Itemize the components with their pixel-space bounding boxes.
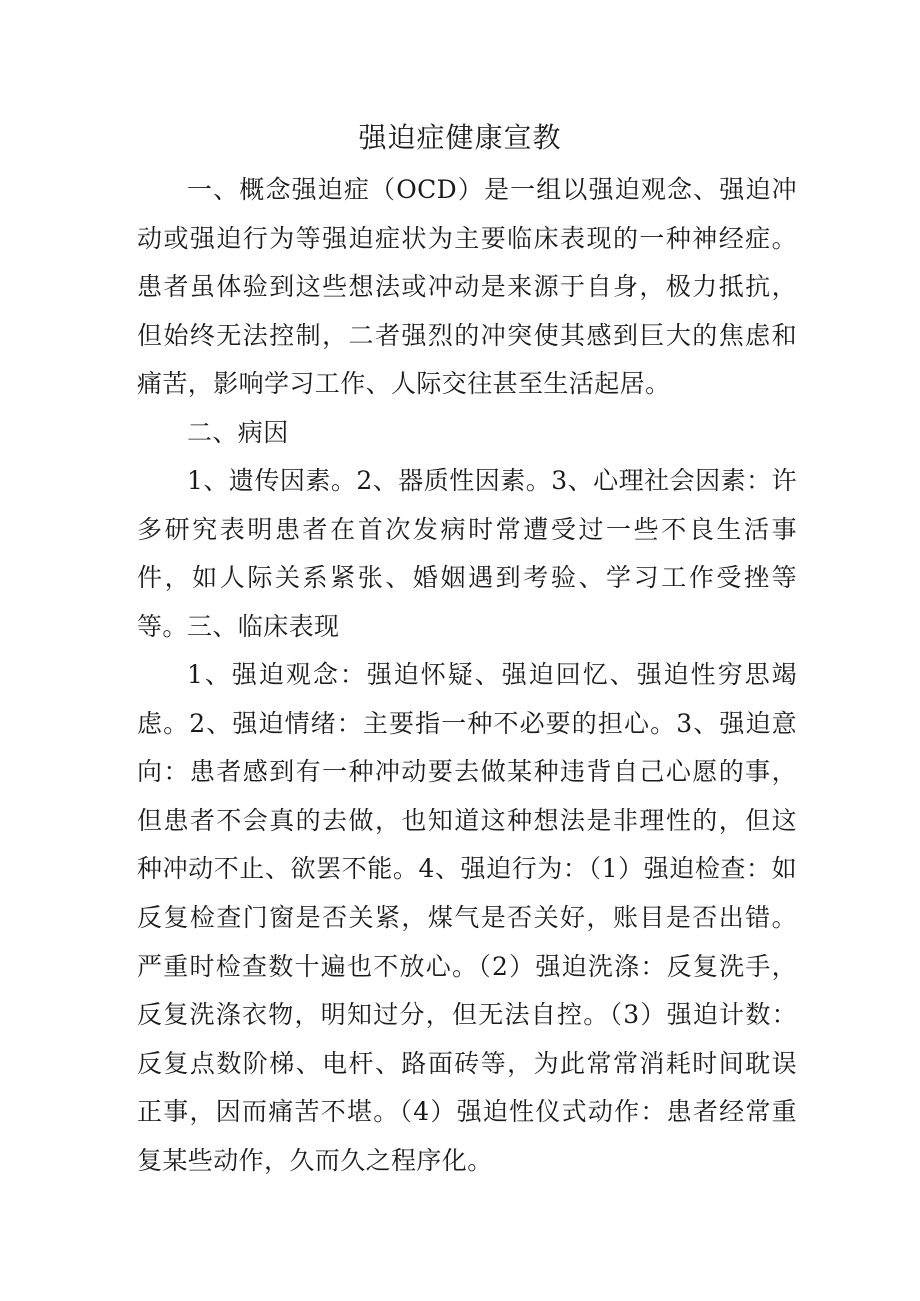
paragraph-clinical: 1、强迫观念：强迫怀疑、强迫回忆、强迫性穷思竭虑。2、强迫情绪：主要指一种不必要的担心。3、强迫意向：患者感到有一种冲动要去做某种违背自己心愿的事，但患者不会真的去做，也知道这种想法是非理性的，但这种冲动不止、欲罢不能。4、强迫行为：（1）强迫检查：如反复检查门窗是否关紧，煤气是否关好，账目是否出错。严重时检查数十遍也不放心。（2）强迫洗涤：反复洗手，反复洗涤衣物，明知过分，但无法自控。（3）强迫计数：反复点数阶梯、电杆、路面砖等，为此常常消耗时间耽误正事，因而痛苦不堪。（4）强迫性仪式动作：患者经常重复某些动作，久而久之程序化。 [137, 660, 797, 1175]
paragraph-cause: 1、遗传因素。2、器质性因素。3、心理社会因素：许多研究表明患者在首次发病时常遭受过一些不良生活事件，如人际关系紧张、婚姻遇到考验、学习工作受挫等等。 [137, 466, 797, 641]
section-heading-clinical: 三、临床表现 [187, 612, 340, 641]
section-heading-cause: 二、病因 [187, 418, 289, 447]
document-title: 强迫症健康宣教 [358, 121, 562, 154]
paragraph-concept: 一、概念强迫症（OCD）是一组以强迫观念、强迫冲动或强迫行为等强迫症状为主要临床表现的一种神经症。患者虽体验到这些想法或冲动是来源于自身，极力抵抗，但始终无法控制，二者强烈的冲突使其感到巨大的焦虑和痛苦，影响学习工作、人际交往甚至生活起居。 [137, 175, 797, 399]
